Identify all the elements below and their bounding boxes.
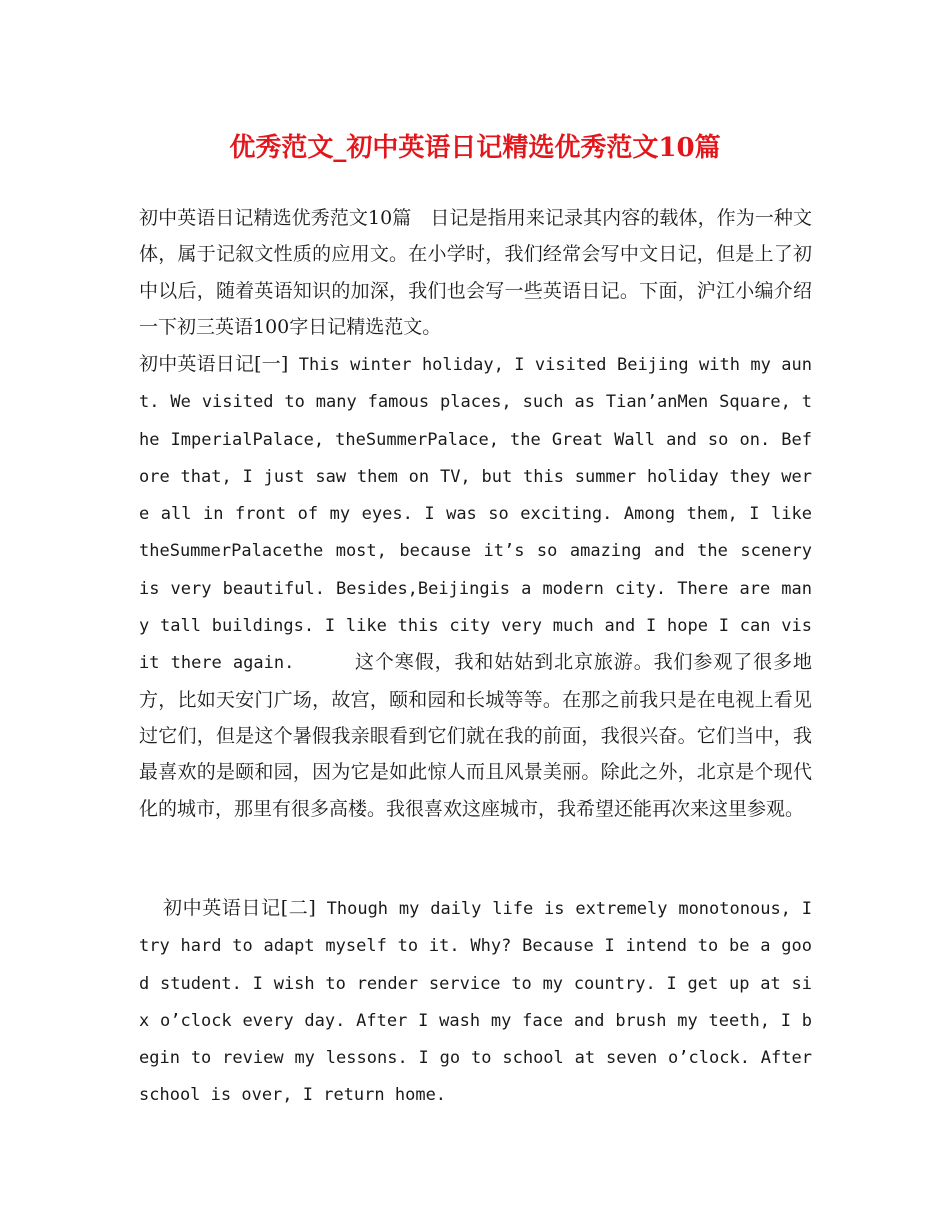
diary-one-english-text: This winter holiday, I visited Beijing with my aunt. We visited to many famous places, such as Tian’anMen Square, the ImperialPalace, theSummerPalace, the Great Wall and so on. Before that, I just saw them on TV, but this summer holiday they were all in front of my eyes. I was so exciting. Among them, I like theSummerPalacethe most, because it’s so amazing and the scenery is very beautiful. Besides,Beijingis a modern city. There are many tall buildings. I like this city very much and I hope I can visit there again.	[139, 355, 812, 674]
intro-paragraph: 初中英语日记精选优秀范文10篇 日记是指用来记录其内容的载体，作为一种文体，属于记叙文性质的应用文。在小学时，我们经常会写中文日记，但是上了初中以后，随着英语知识的加深，我们也会写一些英语日记。下面，沪江小编介绍一下初三英语100字日记精选范文。	[139, 207, 812, 338]
diary-one-heading: 初中英语日记[一]	[139, 353, 289, 375]
diary-two-paragraph	[139, 890, 812, 1114]
diary-one-chinese-text: 这个寒假，我和姑姑到北京旅游。我们参观了很多地方，比如天安门广场，故宫，颐和园和长城等等。在那之前我只是在电视上看见过它们，但是这个暑假我亲眼看到它们就在我的前面，我很兴奋。它们当中，我最喜欢的是颐和园，因为它是如此惊人而且风景美丽。除此之外，北京是个现代化的城市，那里有很多高楼。我很喜欢这座城市，我希望还能再次来这里参观。	[139, 651, 812, 820]
diary-two-heading: 初中英语日记[二]	[163, 897, 316, 919]
diary-one-paragraph	[139, 346, 812, 827]
diary-two-english-text: Though my daily life is extremely monotonous, I try hard to adapt myself to it. Why? Because I intend to be a good student. I wish to render service to my country. I get up at six o’clock every day. After I wash my face and brush my teeth, I begin to review my lessons. I go to school at seven o’clock. After school is over, I return home.	[139, 899, 812, 1106]
document-title: 优秀范文_初中英语日记精选优秀范文10篇	[229, 133, 721, 163]
